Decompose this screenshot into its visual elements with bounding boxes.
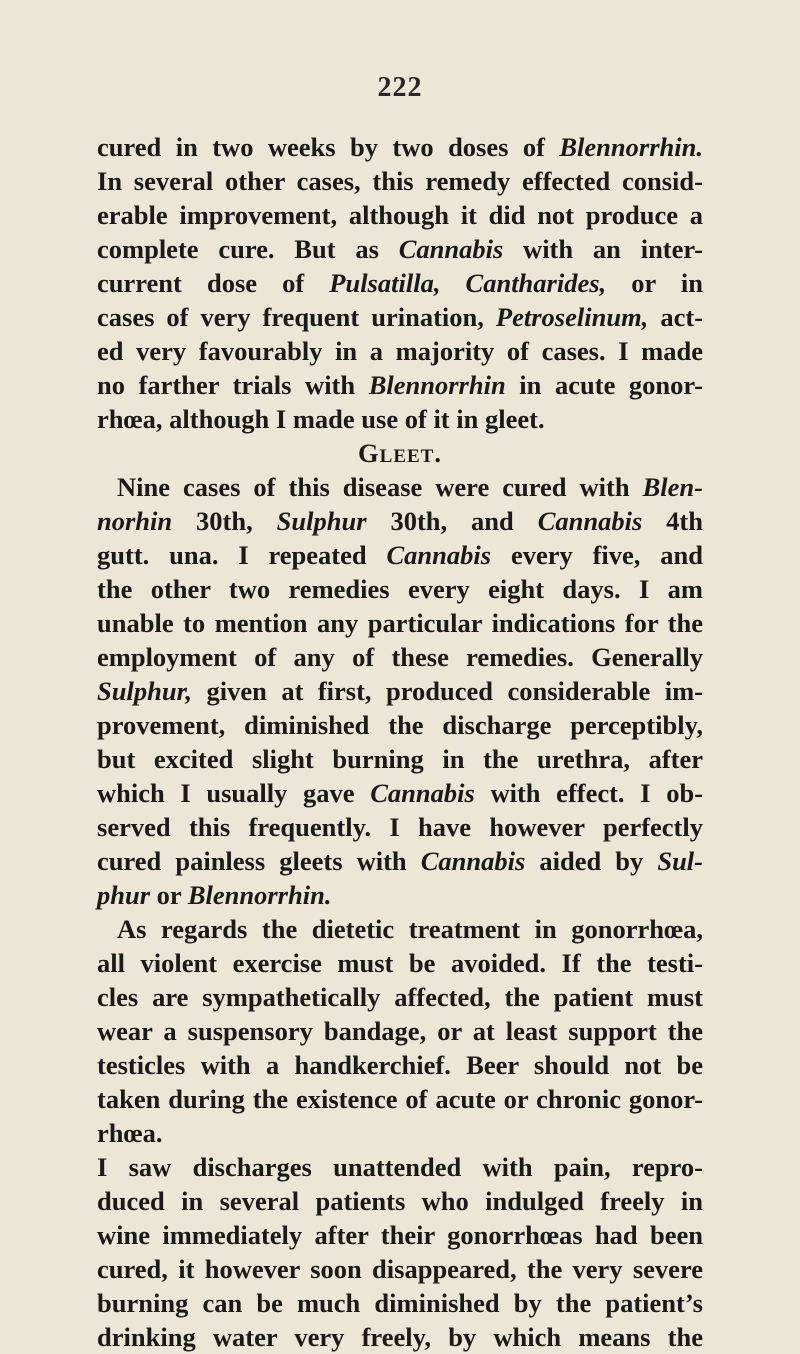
italic-term: Cannabis: [398, 234, 504, 264]
text-line: [97, 674, 703, 708]
text-segment: Nine cases of this disease were cured with: [117, 472, 643, 502]
text-line: [97, 232, 703, 266]
text-segment: cles are sympathetically affected, the patient must: [97, 982, 703, 1012]
text-line: [97, 504, 703, 538]
text-line: [97, 912, 703, 946]
text-line: [97, 266, 703, 300]
text-segment: I saw discharges unattended with pain, repro-: [97, 1152, 703, 1182]
text-line: [97, 198, 703, 232]
text-line: [97, 980, 703, 1014]
italic-term: Blennorrhin.: [187, 880, 332, 910]
text-line: [97, 572, 703, 606]
text-segment: current dose of: [97, 268, 330, 298]
text-line: [97, 1218, 703, 1252]
page-number: 222: [377, 72, 423, 103]
text-segment: or in: [606, 268, 703, 298]
italic-term: phur: [97, 880, 151, 910]
italic-term: Sul-: [657, 846, 703, 876]
text-line: [97, 470, 703, 504]
text-segment: drinking water very freely, by which means the: [97, 1322, 703, 1352]
text-segment: served this frequently. I have however perfectly: [97, 812, 703, 842]
text-line: [97, 1252, 703, 1286]
text-line: [97, 538, 703, 572]
italic-term: Cannabis: [370, 778, 475, 808]
text-segment: wine immediately after their gonorrhœas had been: [97, 1220, 703, 1250]
italic-term: Sulphur,: [97, 676, 193, 706]
text-line: [97, 130, 703, 164]
italic-term: Cannabis: [386, 540, 492, 570]
text-segment: unable to mention any particular indications for the: [97, 608, 703, 638]
text-segment: no farther trials with: [97, 370, 369, 400]
text-line: [97, 640, 703, 674]
text-segment: cases of very frequent urination,: [97, 302, 496, 332]
text-line: [97, 1048, 703, 1082]
italic-term: Blennorrhin.: [559, 132, 703, 162]
text-line: [97, 708, 703, 742]
text-line: [97, 946, 703, 980]
text-segment: As regards the dietetic treatment in gonorrhœa,: [117, 914, 703, 944]
text-segment: employment of any of these remedies. Generally: [97, 642, 703, 672]
text-segment: taken during the existence of acute or chronic gonor-: [97, 1084, 703, 1114]
text-line: [97, 164, 703, 198]
text-segment: provement, diminished the discharge perceptibly,: [97, 710, 703, 740]
italic-term: Cannabis: [420, 846, 526, 876]
text-line: [97, 1150, 703, 1184]
italic-term: Blennorrhin: [368, 370, 506, 400]
text-segment: which I usually gave: [97, 778, 371, 808]
italic-term: Sulphur: [276, 506, 367, 536]
text-line: [97, 1184, 703, 1218]
text-segment: cured painless gleets with: [97, 846, 421, 876]
text-segment: erable improvement, although it did not produce a: [97, 200, 703, 230]
text-line: [97, 368, 703, 402]
text-line: [97, 878, 703, 912]
text-segment: but excited slight burning in the urethra, after: [97, 744, 703, 774]
text-segment: cured in two weeks by two doses of: [97, 132, 560, 162]
text-segment: testicles with a handkerchief. Beer should not be: [97, 1050, 703, 1080]
text-segment: 30th,: [172, 506, 277, 536]
italic-term: norhin: [97, 506, 173, 536]
section-heading: [97, 436, 703, 470]
text-segment: In several other cases, this remedy effected consid-: [97, 166, 703, 196]
text-segment: rhœa.: [97, 1118, 163, 1148]
italic-term: Petroselinum,: [495, 302, 649, 332]
italic-term: Pulsatilla, Cantharides,: [329, 268, 607, 298]
text-segment: every five, and: [491, 540, 703, 570]
text-segment: burning can be much diminished by the patient’s: [97, 1288, 703, 1318]
text-segment: ed very favourably in a majority of cases. I made: [97, 336, 703, 366]
text-segment: 4th: [642, 506, 703, 536]
text-segment: aided by: [525, 846, 658, 876]
text-line: [97, 1014, 703, 1048]
text-line: [97, 810, 703, 844]
text-line: [97, 300, 703, 334]
italic-term: Cannabis: [537, 506, 643, 536]
text-segment: or: [150, 880, 188, 910]
text-segment: in acute gonor-: [505, 370, 704, 400]
text-line: [97, 1116, 703, 1150]
text-line: [97, 606, 703, 640]
text-segment: the other two remedies every eight days. I am: [97, 574, 703, 604]
text-line: [97, 334, 703, 368]
text-segment: cured, it however soon disappeared, the very severe: [97, 1254, 703, 1284]
text-segment: all violent exercise must be avoided. If the testi-: [97, 948, 703, 978]
text-segment: 30th, and: [366, 506, 538, 536]
text-line: [97, 1082, 703, 1116]
text-segment: given at first, produced considerable im-: [192, 676, 703, 706]
text-segment: rhœa, although I made use of it in gleet.: [97, 404, 545, 434]
italic-term: Blen-: [642, 472, 703, 502]
text-line: [97, 402, 703, 436]
text-segment: act-: [648, 302, 703, 332]
text-segment: duced in several patients who indulged freely in: [97, 1186, 703, 1216]
text-segment: Gleet.: [358, 438, 442, 468]
text-segment: with effect. I ob-: [474, 778, 704, 808]
text-line: [97, 1320, 703, 1354]
text-segment: gutt. una. I repeated: [97, 540, 387, 570]
text-segment: complete cure. But as: [97, 234, 399, 264]
text-segment: wear a suspensory bandage, or at least support the: [97, 1016, 703, 1046]
text-line: [97, 1286, 703, 1320]
text-line: [97, 776, 703, 810]
text-segment: with an inter-: [503, 234, 703, 264]
body-text: [97, 130, 703, 1354]
text-line: [97, 742, 703, 776]
text-line: [97, 844, 703, 878]
